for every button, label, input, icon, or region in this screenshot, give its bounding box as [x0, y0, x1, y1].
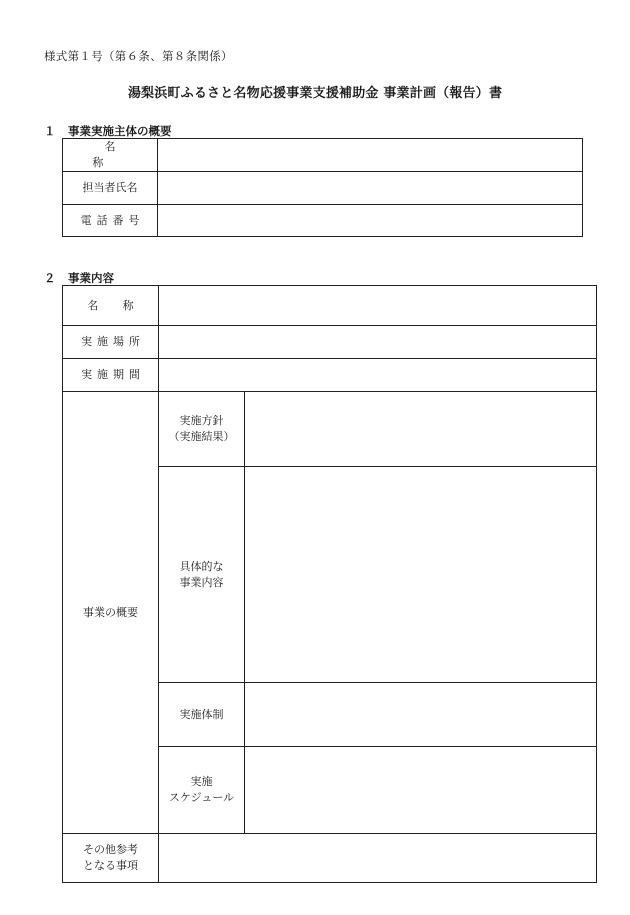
project-name-label: 名称 [63, 286, 159, 326]
table-row [63, 834, 597, 883]
section2-table [62, 285, 597, 883]
table-row [63, 326, 597, 359]
section1-title: 事業実施主体の概要 [68, 124, 172, 138]
other-label-line1: その他参考 [83, 843, 138, 857]
table-row [63, 139, 583, 172]
other-label [63, 834, 159, 883]
table-row [63, 286, 597, 326]
document-title: 湯梨浜町ふるさと名物応援事業支援補助金 事業計画（報告）書 [127, 86, 503, 101]
details-field[interactable] [245, 467, 597, 683]
section2-title: 事業内容 [68, 271, 114, 285]
phone-field[interactable] [158, 205, 583, 237]
other-label-line2: となる事項 [83, 859, 138, 872]
contact-person-field[interactable] [158, 172, 583, 205]
org-name-label: 名称 [63, 139, 158, 172]
details-label [159, 467, 245, 683]
policy-field[interactable] [245, 392, 597, 467]
project-name-field[interactable] [159, 286, 597, 326]
overview-label: 事業の概要 [63, 392, 159, 834]
phone-label: 電話番号 [63, 205, 158, 237]
period-field[interactable] [159, 359, 597, 392]
details-label-line2: 事業内容 [179, 575, 224, 589]
details-label-line1: 具体的な [179, 559, 224, 573]
table-row [63, 359, 597, 392]
policy-label-line1: 実施方針 [179, 414, 224, 428]
policy-label [159, 392, 245, 467]
section2-heading [44, 270, 114, 286]
schedule-label-line2: スケジュール [168, 791, 235, 804]
schedule-label [159, 747, 245, 834]
schedule-field[interactable] [245, 747, 597, 834]
location-field[interactable] [159, 326, 597, 359]
table-row [63, 172, 583, 205]
org-name-field[interactable] [158, 139, 583, 172]
form-number: 様式第１号（第６条、第８条関係） [44, 49, 233, 63]
table-row [63, 392, 597, 467]
contact-person-label: 担当者氏名 [63, 172, 158, 205]
period-label: 実施期間 [63, 359, 159, 392]
schedule-label-line1: 実施 [190, 775, 213, 789]
structure-label: 実施体制 [159, 683, 245, 747]
section1-table [62, 138, 583, 237]
section1-number: １ [44, 124, 56, 138]
section2-number: ２ [44, 271, 56, 285]
table-row [63, 205, 583, 237]
location-label: 実施場所 [63, 326, 159, 359]
other-field[interactable] [159, 834, 597, 883]
policy-label-line2: （実施結果） [168, 430, 235, 443]
section1-heading [44, 123, 172, 139]
structure-field[interactable] [245, 683, 597, 747]
